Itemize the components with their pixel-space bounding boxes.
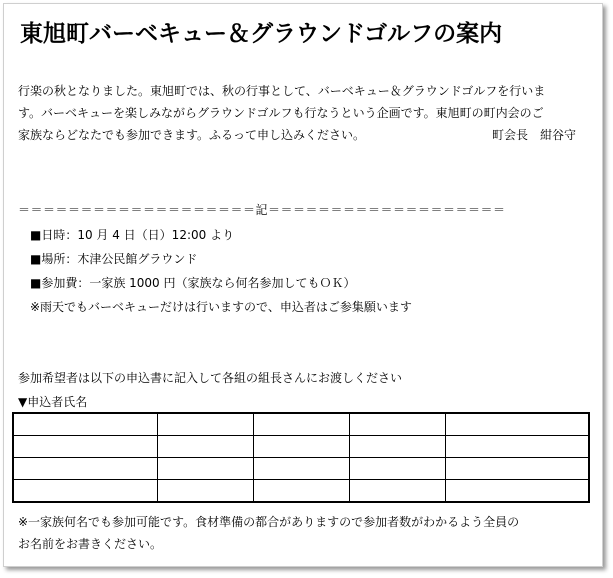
footer-note [18,511,598,555]
name-entry-cell[interactable] [445,436,589,458]
document-page [3,3,603,567]
intro-line: 行楽の秋となりました。東旭町では、秋の行事として、バーベキュー＆グラウンドゴルフを行いま [18,84,546,98]
table-row [13,480,589,503]
name-entry-cell[interactable] [253,436,349,458]
name-entry-cell[interactable] [157,480,253,503]
name-entry-cell[interactable] [253,458,349,480]
detail-fee: ■参加費：一家族 1000 円（家族なら何名参加してもＯＫ） [30,276,356,290]
name-entry-cell[interactable] [349,436,445,458]
intro-line [18,124,594,146]
table-row [13,413,589,436]
name-entry-cell[interactable] [13,458,157,480]
name-entry-cell[interactable] [13,480,157,503]
name-entry-cell[interactable] [349,458,445,480]
name-entry-cell[interactable] [349,480,445,503]
intro-line: す。バーベキューを楽しみながらグラウンドゴルフも行なうという企画です。東旭町の町内会のご [18,106,544,120]
note-line: お名前をお書きください。 [18,537,163,551]
table-row [13,458,589,480]
page-title: 東旭町バーベキュー＆グラウンドゴルフの案内 [20,21,503,47]
name-entry-cell[interactable] [253,480,349,503]
intro-line-text: 家族ならどなたでも参加できます。ふるって申し込みください。 [18,128,366,142]
table-row [13,436,589,458]
name-entry-cell[interactable] [253,413,349,436]
note-line: ※一家族何名でも参加可能です。食材準備の都合がありますので参加者数がわかるよう全員の [18,515,520,529]
detail-datetime: ■日時：10 月 4 日（日）12:00 より [30,228,235,242]
name-entry-cell[interactable] [13,413,157,436]
name-entry-cell[interactable] [157,413,253,436]
name-entry-cell[interactable] [349,413,445,436]
application-table [12,412,590,503]
request-text: 参加希望者は以下の申込書に記入して各組の組長さんにお渡しください [18,371,403,385]
name-entry-cell[interactable] [445,458,589,480]
name-entry-cell[interactable] [445,480,589,503]
name-entry-cell[interactable] [445,413,589,436]
application-label: ▼申込者氏名 [18,395,88,409]
name-entry-cell[interactable] [157,436,253,458]
event-details [30,223,412,319]
intro-paragraph [18,80,594,146]
ki-separator: ＝＝＝＝＝＝＝＝＝＝＝＝＝＝＝＝＝＝＝記＝＝＝＝＝＝＝＝＝＝＝＝＝＝＝＝＝＝＝ [18,203,506,217]
detail-rain-note: ※雨天でもバーベキューだけは行いますので、申込者はご参集願います [30,300,412,314]
signature: 町会長 紺谷守 [491,128,576,142]
detail-location: ■場所：木津公民館グラウンド [30,252,198,266]
name-entry-cell[interactable] [13,436,157,458]
name-entry-cell[interactable] [157,458,253,480]
